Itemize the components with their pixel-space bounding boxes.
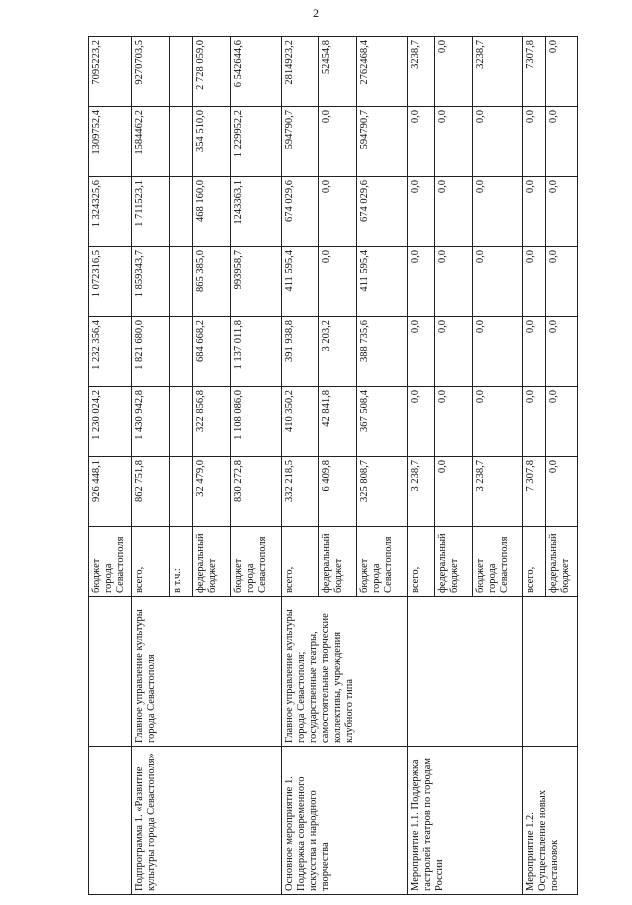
value-cell: 684 668,2 [193,317,231,387]
value-cell [170,317,193,387]
value-cell: 1 230 024,2 [89,387,132,457]
value-cell: 1 711523,1 [132,177,170,247]
value-cell: 674 029,6 [357,177,407,247]
value-cell: 411 595,4 [281,247,319,317]
value-cell: 0,0 [523,247,546,317]
value-cell: 52454,8 [319,37,357,107]
value-cell: 0,0 [472,177,522,247]
value-cell: 1 232 356,4 [89,317,132,387]
value-cell: 594790,7 [357,107,407,177]
source-cell: бюджет города Севастополя [472,527,522,597]
value-cell: 0,0 [546,457,578,527]
table-row [89,37,132,895]
source-cell: федеральный бюджет [319,527,357,597]
program-cell: Основное мероприятие 1. Поддержка современного искусства и народного творчества [281,747,407,895]
value-cell: 0,0 [472,247,522,317]
value-cell: 0,0 [434,387,472,457]
source-cell: всего, [281,527,319,597]
value-cell: 7307,8 [523,37,546,107]
value-cell: 926 448,1 [89,457,132,527]
value-cell: 388 735,6 [357,317,407,387]
source-cell: федеральный бюджет [193,527,231,597]
value-cell: 0,0 [319,177,357,247]
program-cell: Мероприятие 1.1. Поддержка гастролей театров по городам России [407,747,523,895]
source-cell: федеральный бюджет [434,527,472,597]
value-cell: 2814923,2 [281,37,319,107]
table-row [407,37,434,895]
value-cell: 0,0 [546,387,578,457]
value-cell: 0,0 [407,107,434,177]
value-cell: 0,0 [407,177,434,247]
value-cell: 6 409,8 [319,457,357,527]
value-cell: 1584462,2 [132,107,170,177]
program-cell: Мероприятие 1.2. Осуществление новых постановок [523,747,578,895]
value-cell: 0,0 [523,387,546,457]
value-cell: 865 385,0 [193,247,231,317]
value-cell [170,107,193,177]
value-cell: 354 510,0 [193,107,231,177]
value-cell: 1 324325,6 [89,177,132,247]
value-cell: 0,0 [434,177,472,247]
value-cell: 411 595,4 [357,247,407,317]
source-cell: всего, [132,527,170,597]
value-cell [170,37,193,107]
program-cell [89,747,132,895]
value-cell: 1 430 942,8 [132,387,170,457]
value-cell: 674 029,6 [281,177,319,247]
table-row [281,37,319,895]
value-cell: 0,0 [407,247,434,317]
budget-table [88,36,578,895]
table-row [132,37,170,895]
value-cell: 6 542644,6 [231,37,281,107]
executor-cell [89,597,132,747]
value-cell: 3 203,2 [319,317,357,387]
value-cell: 2762468,4 [357,37,407,107]
value-cell: 0,0 [472,317,522,387]
value-cell: 0,0 [546,37,578,107]
value-cell: 332 218,5 [281,457,319,527]
source-cell: всего, [407,527,434,597]
executor-cell: Главное управление культуры города Севастополя [132,597,281,747]
value-cell: 0,0 [407,387,434,457]
value-cell: 1 072316,5 [89,247,132,317]
value-cell: 0,0 [434,37,472,107]
value-cell: 3238,7 [407,37,434,107]
value-cell: 0,0 [434,457,472,527]
rotated-table-container [88,37,578,895]
value-cell: 3 238,7 [472,457,522,527]
value-cell: 0,0 [472,387,522,457]
value-cell: 7095223,2 [89,37,132,107]
source-cell: федеральный бюджет [546,527,578,597]
value-cell: 9270703,5 [132,37,170,107]
value-cell: 0,0 [546,317,578,387]
value-cell: 325 808,7 [357,457,407,527]
executor-cell: Главное управление культуры города Севастополя; государственные театры, самостоятельные творческие коллективы, учреждения клубного типа [281,597,407,747]
value-cell: 391 938,8 [281,317,319,387]
executor-cell [407,597,523,747]
value-cell [170,177,193,247]
source-cell: всего, [523,527,546,597]
value-cell: 594790,7 [281,107,319,177]
value-cell: 1243363,1 [231,177,281,247]
value-cell: 42 841,8 [319,387,357,457]
executor-cell [523,597,578,747]
value-cell [170,247,193,317]
value-cell: 0,0 [546,177,578,247]
value-cell: 1 859343,7 [132,247,170,317]
value-cell: 322 856,8 [193,387,231,457]
value-cell: 0,0 [319,107,357,177]
table-row [523,37,546,895]
source-cell: бюджет города Севастополя [89,527,132,597]
value-cell: 0,0 [523,317,546,387]
value-cell: 0,0 [523,177,546,247]
value-cell: 0,0 [546,247,578,317]
value-cell: 0,0 [434,247,472,317]
value-cell: 2 728 059,0 [193,37,231,107]
value-cell: 0,0 [434,317,472,387]
value-cell: 468 160,0 [193,177,231,247]
value-cell: 862 751,8 [132,457,170,527]
value-cell: 32 479,0 [193,457,231,527]
program-cell: Подпрограмма 1. «Развитие культуры города Севастополя» [132,747,281,895]
value-cell: 0,0 [523,107,546,177]
source-cell: бюджет города Севастополя [357,527,407,597]
value-cell: 0,0 [472,107,522,177]
value-cell: 1 229952,2 [231,107,281,177]
source-cell: в т.ч.: [170,527,193,597]
value-cell: 0,0 [546,107,578,177]
value-cell: 7 307,8 [523,457,546,527]
value-cell: 1 821 680,0 [132,317,170,387]
value-cell: 0,0 [319,247,357,317]
value-cell: 367 508,4 [357,387,407,457]
value-cell: 993958,7 [231,247,281,317]
source-cell: бюджет города Севастополя [231,527,281,597]
value-cell: 3238,7 [472,37,522,107]
value-cell: 1309752,4 [89,107,132,177]
value-cell [170,387,193,457]
value-cell: 410 350,2 [281,387,319,457]
page-number: 2 [313,6,319,20]
value-cell: 830 272,8 [231,457,281,527]
value-cell: 0,0 [434,107,472,177]
value-cell: 0,0 [407,317,434,387]
value-cell: 1 108 086,0 [231,387,281,457]
value-cell: 3 238,7 [407,457,434,527]
value-cell [170,457,193,527]
value-cell: 1 137 011,8 [231,317,281,387]
